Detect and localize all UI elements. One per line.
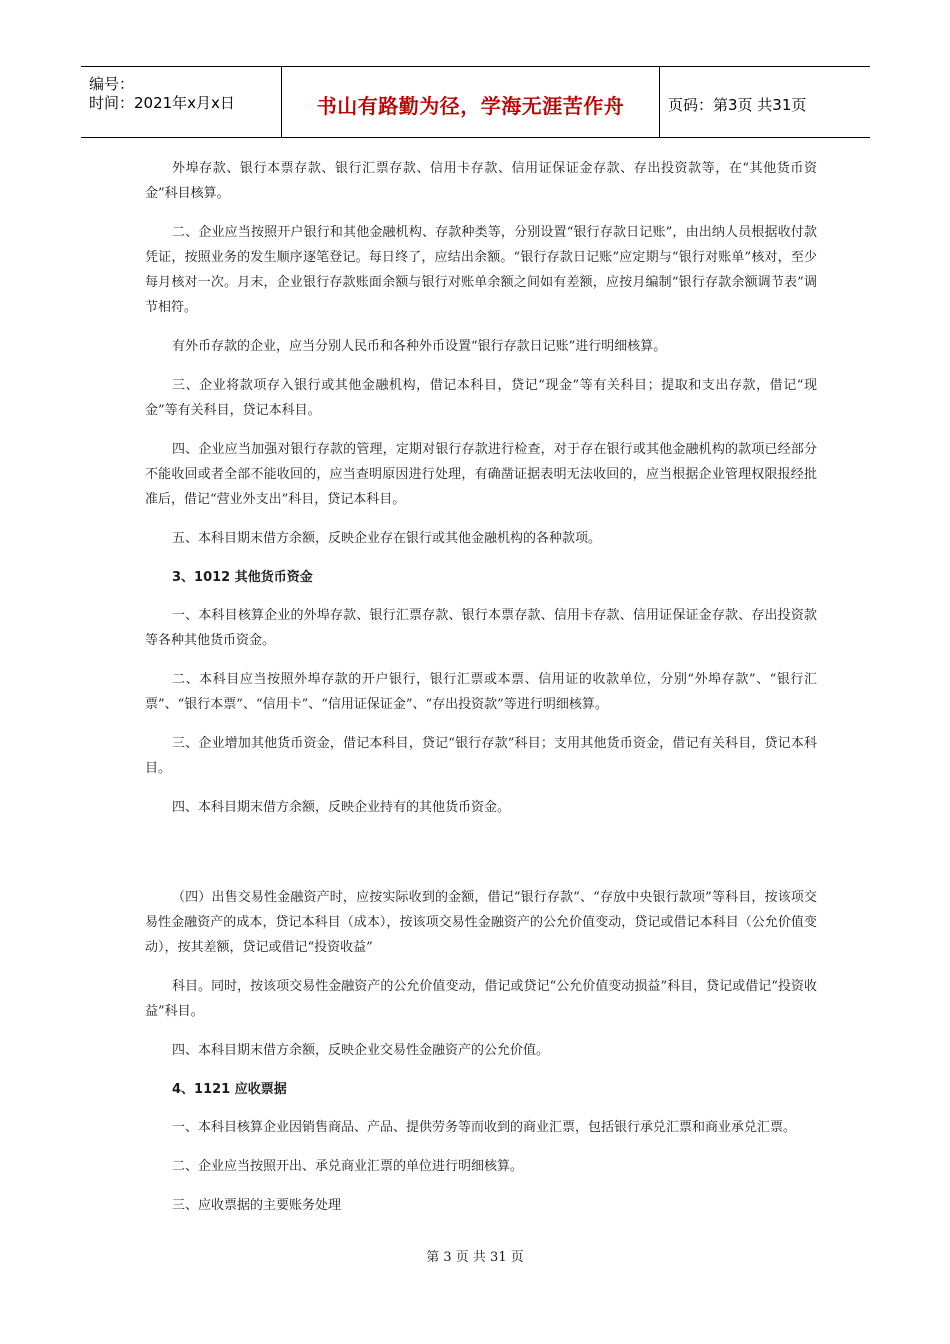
paragraph: 一、本科目核算企业因销售商品、产品、提供劳务等而收到的商业汇票，包括银行承兑汇票和商业承兑汇票。: [172, 1120, 797, 1135]
paragraph: 四、企业应当加强对银行存款的管理，定期对银行存款进行检查，对于存在银行或其他金融机构的款项已经部分不能收回或者全部不能收回的，应当查明原因进行处理，有确凿证据表明无法收回的，应当根据企业管理权限报经批准后，借记“营业外支出”科目，贷记本科目。: [145, 442, 817, 507]
paragraph: 四、本科目期末借方余额，反映企业交易性金融资产的公允价值。: [172, 1043, 550, 1058]
document-body: [145, 156, 817, 1232]
paragraph: 三、应收票据的主要账务处理: [172, 1198, 342, 1213]
page-footer: 第 3 页 共 31 页: [426, 1250, 524, 1265]
header-meta: [81, 67, 282, 137]
paragraph: 科目。同时，按该项交易性金融资产的公允价值变动，借记或贷记“公允价值变动损益”科目，贷记或借记“投资收益”科目。: [145, 979, 817, 1019]
paragraph: 三、企业增加其他货币资金，借记本科目，贷记“银行存款”科目；支用其他货币资金，借记有关科目，贷记本科目。: [145, 736, 817, 776]
section-heading: 4、1121 应收票据: [172, 1082, 287, 1097]
header-motto-cell: [282, 67, 660, 137]
paragraph: 有外币存款的企业，应当分别人民币和各种外币设置“银行存款日记账”进行明细核算。: [172, 339, 667, 354]
page-header: [81, 66, 870, 138]
paragraph: 二、本科目应当按照外埠存款的开户银行，银行汇票或本票、信用证的收款单位，分别“外埠存款”、“银行汇票”、“银行本票”、“信用卡”、“信用证保证金”、“存出投资款”等进行明细核算。: [145, 672, 817, 712]
paragraph: 一、本科目核算企业的外埠存款、银行汇票存款、银行本票存款、信用卡存款、信用证保证金存款、存出投资款等各种其他货币资金。: [145, 608, 817, 648]
header-page-cell: [660, 67, 870, 137]
document-number-label: 编号：: [89, 75, 135, 93]
paragraph: 外埠存款、银行本票存款、银行汇票存款、信用卡存款、信用证保证金存款、存出投资款等，在“其他货币资金”科目核算。: [145, 161, 817, 201]
spacer: [145, 834, 817, 885]
document-date: 时间：2021年x月x日: [89, 94, 235, 112]
header-motto: 书山有路勤为径，学海无涯苦作舟: [316, 94, 625, 118]
paragraph: 二、企业应当按照开户银行和其他金融机构、存款种类等，分别设置“银行存款日记账”，由出纳人员根据收付款凭证，按照业务的发生顺序逐笔登记。每日终了，应结出余额。“银行存款日记账”应定期与“银行对账单”核对，至少每月核对一次。月末，企业银行存款账面余额与银行对账单余额之间如有差额，应按月编制“银行存款余额调节表”调节相符。: [145, 225, 817, 315]
paragraph: 二、企业应当按照开出、承兑商业汇票的单位进行明细核算。: [172, 1159, 524, 1174]
paragraph: 四、本科目期末借方余额，反映企业持有的其他货币资金。: [172, 800, 511, 815]
paragraph: 五、本科目期末借方余额，反映企业存在银行或其他金融机构的各种款项。: [172, 531, 602, 546]
paragraph: 三、企业将款项存入银行或其他金融机构，借记本科目，贷记“现金”等有关科目；提取和支出存款，借记“现金”等有关科目，贷记本科目。: [145, 378, 817, 418]
header-page-info: 页码：第3页 共31页: [668, 96, 807, 114]
paragraph: （四）出售交易性金融资产时，应按实际收到的金额，借记“银行存款”、“存放中央银行款项”等科目，按该项交易性金融资产的成本，贷记本科目（成本），按该项交易性金融资产的公允价值变动，贷记或借记本科目（公允价值变动），按其差额，贷记或借记“投资收益”: [145, 890, 817, 955]
section-heading: 3、1012 其他货币资金: [172, 570, 313, 585]
